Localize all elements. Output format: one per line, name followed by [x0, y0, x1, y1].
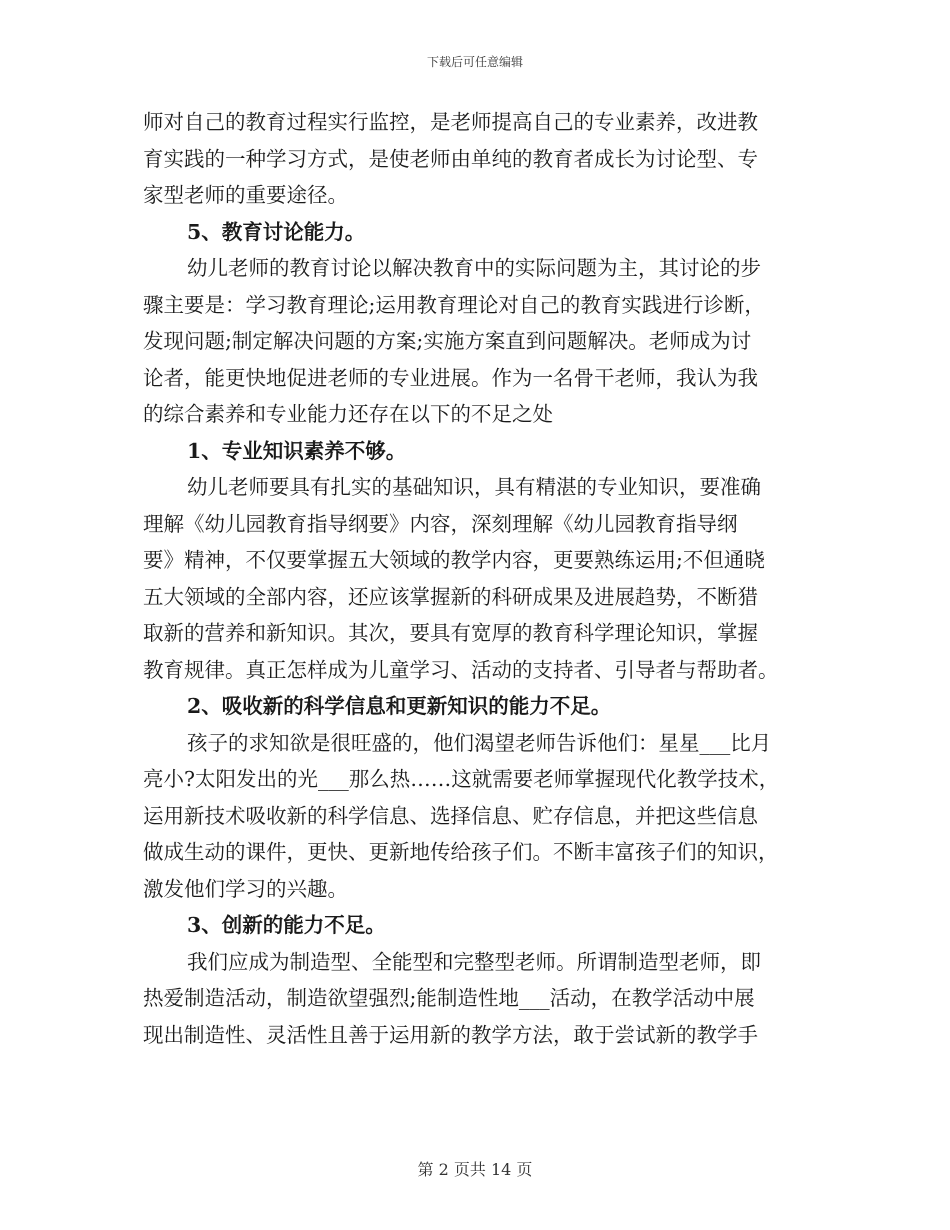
text-line: 亮小?太阳发出的光___那么热……这就需要老师掌握现代化教学技术，	[143, 767, 780, 791]
text-line: 现出制造性、灵活性且善于运用新的教学方法，敢于尝试新的教学手	[143, 1022, 758, 1047]
page-footer: 第 2 页共 14 页	[417, 1160, 533, 1179]
text-line: 发现问题;制定解决问题的方案;实施方案直到问题解决。老师成为讨	[143, 329, 752, 353]
text-line: 我们应成为制造型、全能型和完整型老师。所谓制造型老师，即	[187, 949, 761, 974]
text-line: 幼儿老师的教育讨论以解决教育中的实际问题为主，其讨论的步	[187, 256, 761, 280]
text-line: 激发他们学习的兴趣。	[143, 876, 348, 901]
text-line: 育实践的一种学习方式，是使老师由单纯的教育者成长为讨论型、专	[143, 146, 758, 171]
text-line: 热爱制造活动，制造欲望强烈;能制造性地___活动，在教学活动中展	[143, 986, 755, 1010]
section-heading: 1、专业知识素养不够。	[187, 438, 407, 463]
text-line: 幼儿老师要具有扎实的基础知识，具有精湛的专业知识，要准确	[187, 475, 761, 499]
text-line: 孩子的求知欲是很旺盛的，他们渴望老师告诉他们：星星___比月	[187, 730, 772, 755]
section-heading: 5、教育讨论能力。	[187, 219, 366, 244]
text-line: 的综合素养和专业能力还存在以下的不足之处	[143, 402, 553, 426]
document-body	[143, 104, 807, 1053]
text-line: 师对自己的教育过程实行监控，是老师提高自己的专业素养，改进教	[143, 110, 758, 134]
text-line: 运用新技术吸收新的科学信息、选择信息、贮存信息，并把这些信息	[143, 803, 758, 828]
page-header: 下载后可任意编辑	[426, 55, 523, 69]
text-line: 做成生动的课件，更快、更新地传给孩子们。不断丰富孩子们的知识，	[143, 840, 779, 864]
text-line: 家型老师的重要途径。	[143, 183, 348, 207]
text-line: 骤主要是：学习教育理论;运用教育理论对自己的教育实践进行诊断，	[143, 292, 765, 317]
text-line: 教育规律。真正怎样成为儿童学习、活动的支持者、引导者与帮助者。	[143, 657, 779, 682]
text-line: 取新的营养和新知识。其次，要具有宽厚的教育科学理论知识，掌握	[143, 621, 758, 645]
text-line: 论者，能更快地促进老师的专业进展。作为一名骨干老师，我认为我	[143, 365, 758, 390]
section-heading: 3、创新的能力不足。	[187, 913, 386, 937]
text-line: 要》精神，不仅要掌握五大领域的教学内容，更要熟练运用;不但通晓	[143, 548, 765, 572]
section-heading: 2、吸收新的科学信息和更新知识的能力不足。	[187, 694, 612, 718]
text-line: 五大领域的全部内容，还应该掌握新的科研成果及进展趋势，不断猎	[143, 584, 758, 609]
text-line: 理解《幼儿园教育指导纲要》内容，深刻理解《幼儿园教育指导纲	[143, 511, 738, 536]
